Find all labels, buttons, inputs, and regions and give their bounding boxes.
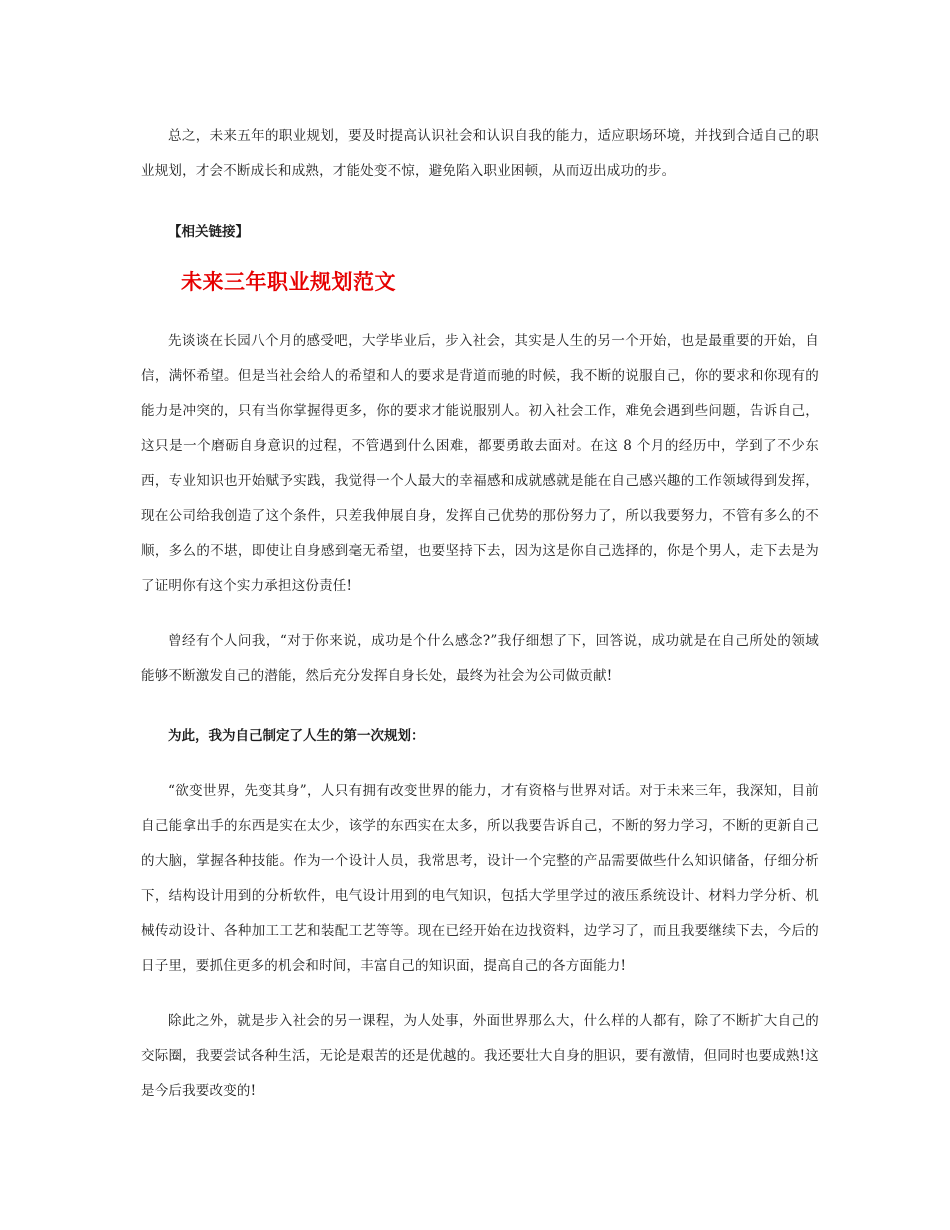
success-paragraph: 曾经有个人问我，“对于你来说，成功是个什么感念?”我仔细想了下，回答说，成功就是在自己所处的领域能够不断激发自己的潜能，然后充分发挥自身长处，最终为社会为公司做贡献! — [141, 633, 819, 684]
intro-paragraph: 先谈谈在长园八个月的感受吧，大学毕业后，步入社会，其实是人生的另一个开始，也是最重要的开始，自信，满怀希望。但是当社会给人的希望和人的要求是背道而驰的时候，我不断的说服自己，你的要求和你现有的能力是冲突的，只有当你掌握得更多，你的要求才能说服别人。初入社会工作，难免会遇到些问题，告诉自己，这只是一个磨砺自身意识的过程，不管遇到什么困难，都要勇敢去面对。在这 8 个月的经历中，学到了不少东西，专业知识也开始赋予实践，我觉得一个人最大的幸福感和成就感就是能在自己感兴趣的工作领域得到发挥，现在公司给我创造了这个条件，只差我伸展自身，发挥自己优势的那份努力了，所以我要努力，不管有多么的不顺，多么的不堪，即使让自身感到毫无希望，也要坚持下去，因为这是你自己选择的，你是个男人，走下去是为了证明你有这个实力承担这份责任! — [141, 333, 819, 594]
social-paragraph: 除此之外，就是步入社会的另一课程，为人处事，外面世界那么大，什么样的人都有，除了不断扩大自己的交际圈，我要尝试各种生活，无论是艰苦的还是优越的。我还要壮大自身的胆识，要有激情，但同时也要成熟!这是今后我要改变的! — [141, 1013, 819, 1099]
plan-paragraph: “欲变世界，先变其身”，人只有拥有改变世界的能力，才有资格与世界对话。对于未来三年，我深知，目前自己能拿出手的东西是实在太少，该学的东西实在太多，所以我要告诉自己，不断的努力学习，不断的更新自己的大脑，掌握各种技能。作为一个设计人员，我常思考，设计一个完整的产品需要做些什么知识储备，仔细分析下，结构设计用到的分析软件，电气设计用到的电气知识，包括大学里学过的液压系统设计、材料力学分析、机械传动设计、各种加工工艺和装配工艺等等。现在已经开始在边找资料，边学习了，而且我要继续下去，今后的日子里，要抓住更多的机会和时间，丰富自己的知识面，提高自己的各方面能力! — [141, 783, 819, 974]
summary-paragraph: 总之，未来五年的职业规划，要及时提高认识社会和认识自我的能力，适应职场环境，并找到合适自己的职业规划，才会不断成长和成熟，才能处变不惊，避免陷入职业困顿，从而迈出成功的步。 — [141, 128, 819, 179]
related-links-label: 【相关链接】 — [168, 224, 249, 240]
article-title: 未来三年职业规划范文 — [181, 270, 396, 294]
plan-heading: 为此，我为自己制定了人生的第一次规划： — [168, 728, 425, 744]
